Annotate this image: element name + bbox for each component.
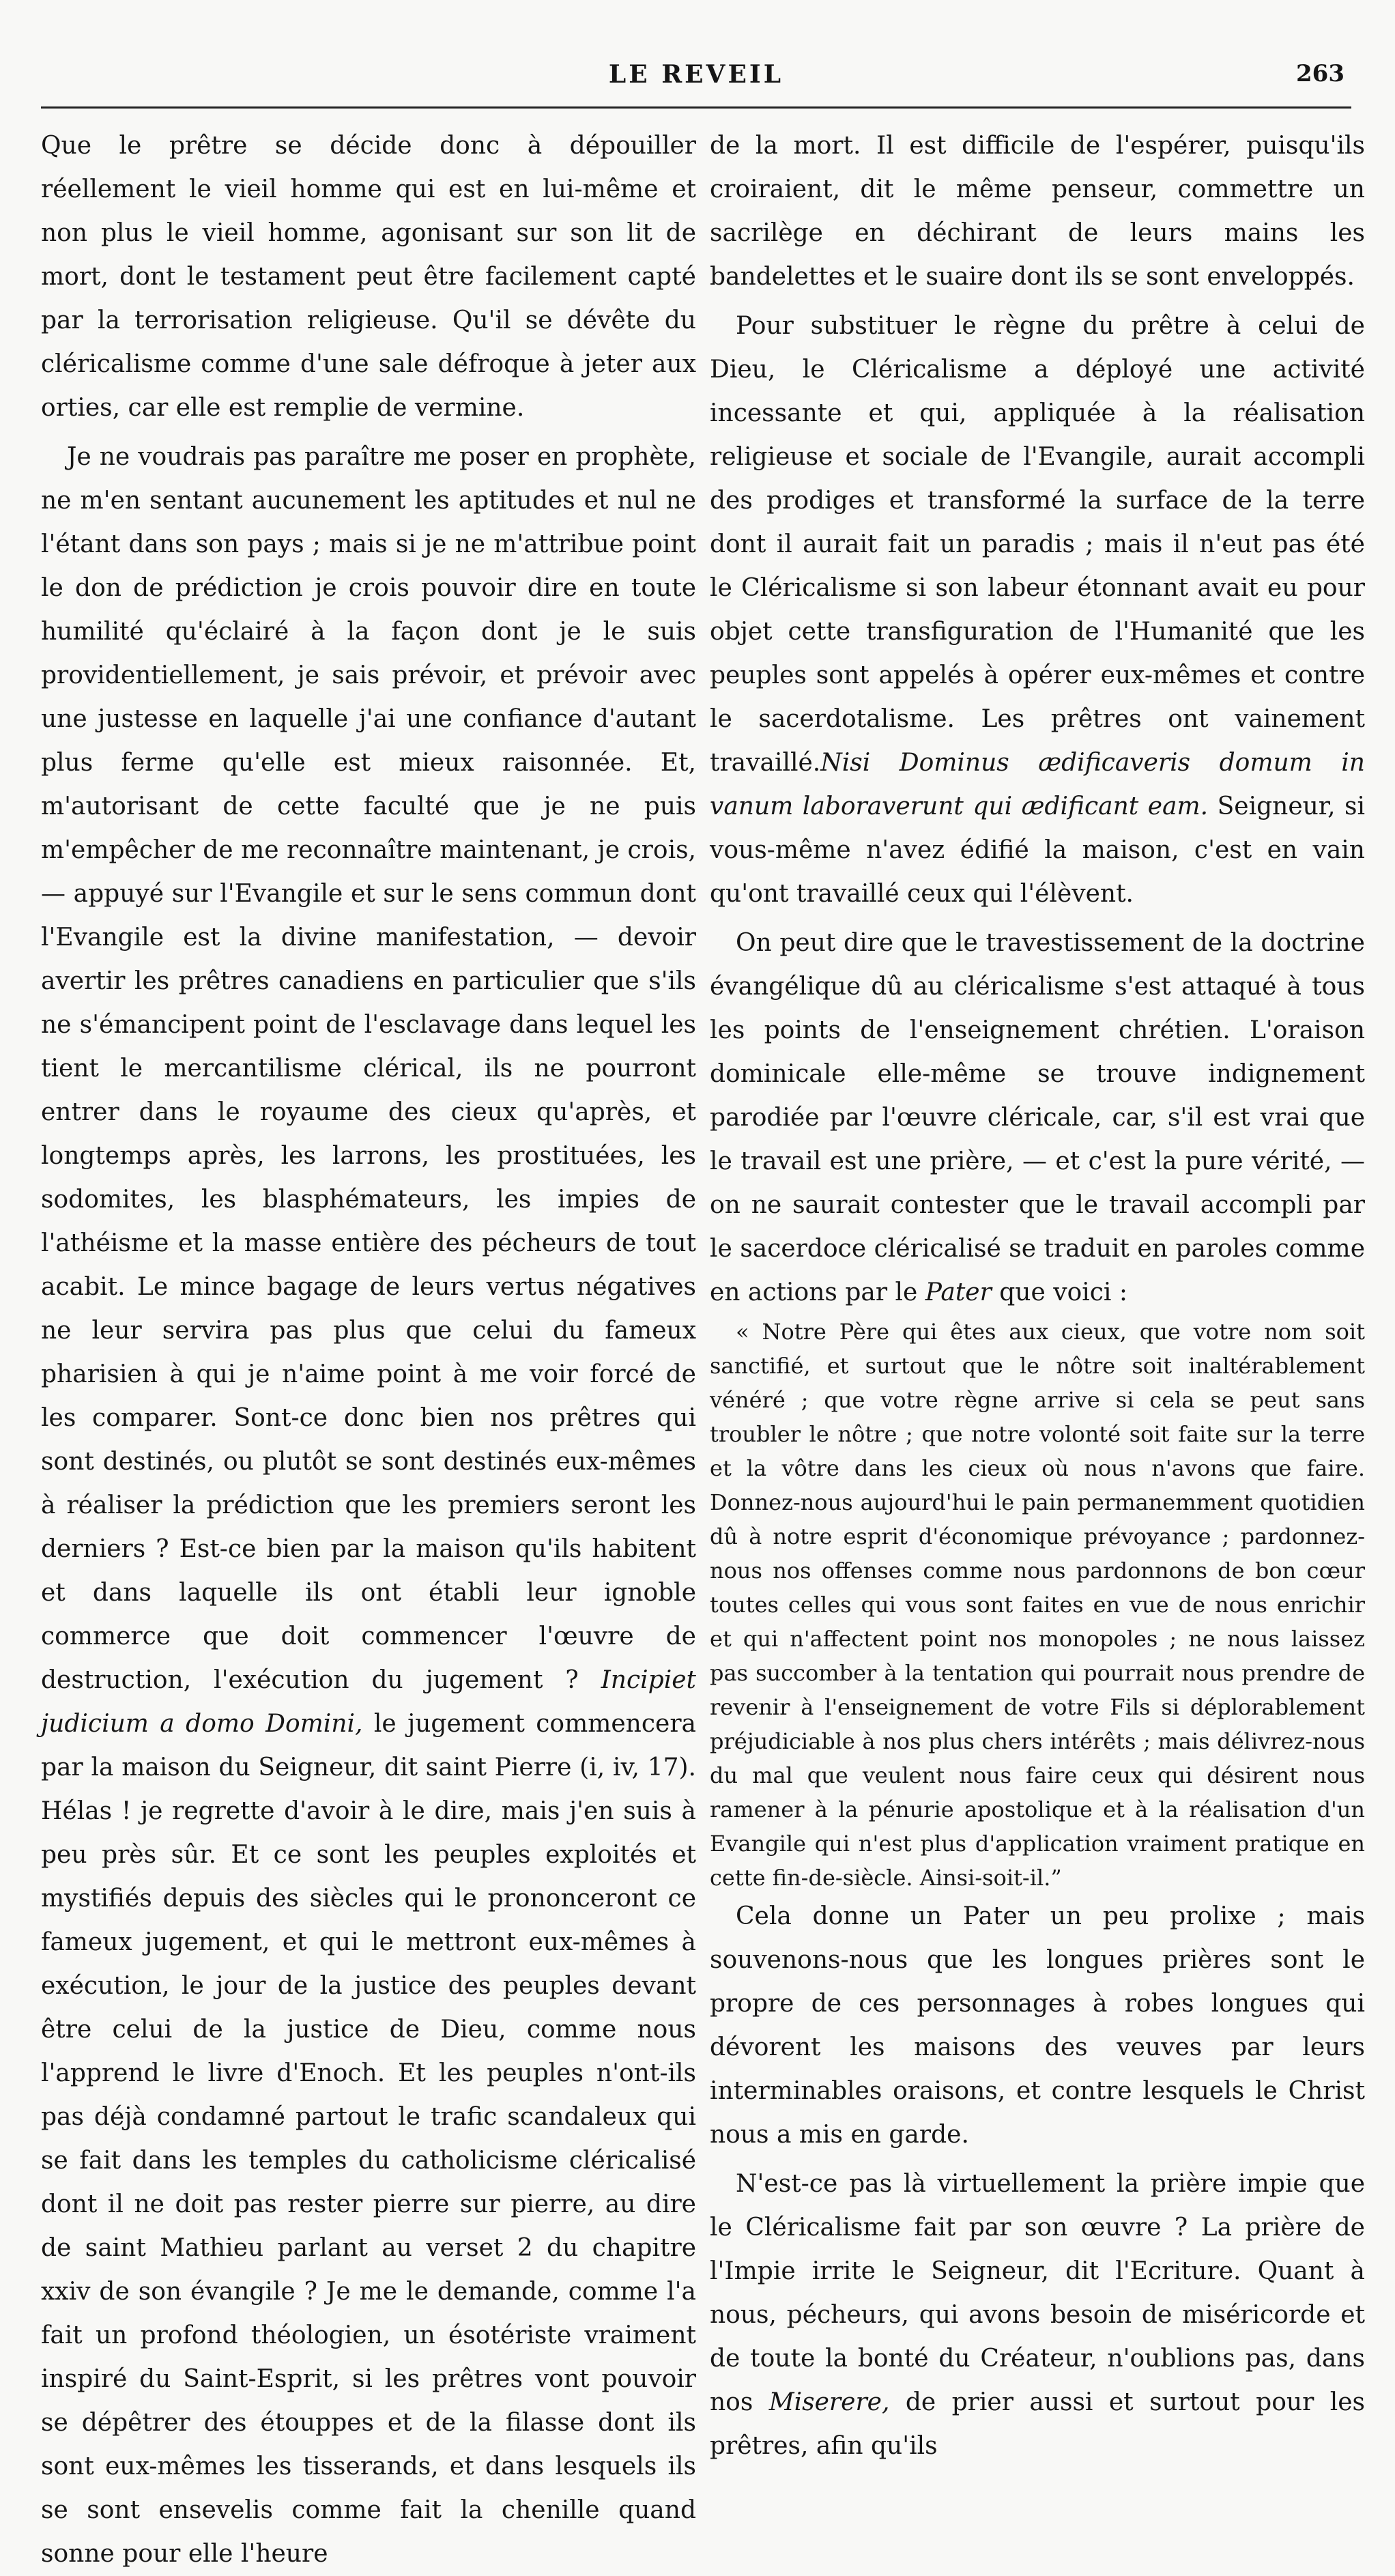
paragraph: [41, 435, 696, 2576]
paragraph: [710, 2162, 1365, 2468]
paragraph-text: que voici :: [999, 1278, 1128, 1306]
paragraph-text: le jugement commencera par la maison du Seigneur, dit saint Pierre (i, iv, 17). Hélas ! je regrette d'avoir à le dire, mais j'en suis à peu près sûr. Et ce sont les peuples exploités et mystifiés depuis des siècles qui le prononceront ce fameux jugement, et qui le mettront eux-mêmes à exécution, le jour de la justice des peuples devant être celui de la justice de Dieu, comme nous l'apprend le livre d'Enoch. Et les peuples n'ont-ils pas déjà condamné partout le trafic scandaleux qui se fait dans les temples du catholicisme cléricalisé dont il ne doit pas rester pierre sur pierre, au dire de saint Mathieu parlant au verset 2 du chapitre xxiv de son évangile ? Je me le demande, comme l'a fait un profond théologien, un ésotériste vraiment inspiré du Saint-Esprit, si les prêtres vont pouvoir se dépêtrer des étouppes et de la filasse dont ils sont eux-mêmes les tisserands, et dans lesquels ils se sont ensevelis comme fait la chenille quand sonne pour elle l'heure: [41, 1710, 696, 2568]
paragraph-text: de prier aussi et surtout pour les prêtres, afin qu'ils: [710, 2388, 1365, 2460]
paragraph: Que le prêtre se décide donc à dépouiller réellement le vieil homme qui est en lui-même et non plus le vieil homme, agonisant sur son lit de mort, dont le testament peut être facilement capté par la terrorisation religieuse. Qu'il se dévête du cléricalisme comme d'une sale défroque à jeter aux orties, car elle est remplie de vermine.: [41, 132, 696, 422]
pater-word: Pater: [925, 1278, 992, 1306]
latin-quote: Nisi Dominus ædificaveris domum in vanum laboraverunt qui ædificant eam.: [710, 749, 1365, 820]
latin-quote: Incipiet judicium a domo Domini,: [41, 1666, 696, 1738]
left-column: [41, 124, 696, 2576]
paragraph-text: Pour substituer le règne du prêtre à celui de Dieu, le Cléricalisme a déployé une activité incessante et qui, appliquée à la réalisation religieuse et sociale de l'Evangile, aurait accompli des prodiges et transformé la surface de la terre dont il aurait fait un paradis ; mais il n'eut pas été le Cléricalisme si son labeur étonnant avait eu pour objet cette transfiguration de l'Humanité que les peuples sont appelés à opérer eux-mêmes et contre le sacerdotalisme. Les prêtres ont vainement travaillé.: [710, 312, 1365, 777]
paragraph: de la mort. Il est difficile de l'espérer, puisqu'ils croiraient, dit le même penseur, commettre un sacrilège en déchirant de leurs mains les bandelettes et le suaire dont ils se sont enveloppés.: [710, 132, 1365, 291]
paragraph-text: On peut dire que le travestissement de la doctrine évangélique dû au cléricalisme s'est attaqué à tous les points de l'enseignement chrétien. L'oraison dominicale elle-même se trouve indignement parodiée par l'œuvre cléricale, car, s'il est vrai que le travail est une prière, — et c'est la pure vérité, — on ne saurait contester que le travail accompli par le sacerdoce cléricalisé se traduit en paroles comme en actions par le: [710, 929, 1365, 1306]
parodied-prayer: « Notre Père qui êtes aux cieux, que votre nom soit sanctifié, et surtout que le nôtre soit inaltérablement vénéré ; que votre règne arrive si cela se peut sans troubler le nôtre ; que notre volonté soit faite sur la terre et la vôtre dans les cieux où nous n'avons que faire. Donnez-nous aujourd'hui le pain permanemment quotidien dû à notre esprit d'économique prévoyance ; pardonnez-nous nos offenses comme nous pardonnons de bon cœur toutes celles qui vous sont faites en vue de nous enrichir et qui n'affectent point nos monopoles ; ne nous laissez pas succomber à la tentation qui pourrait nous prendre de revenir à l'enseignement de votre Fils si déplorablement préjudiciable à nos plus chers intérêts ; mais délivrez-nous du mal que veulent nous faire ceux qui désirent nous ramener à la pénurie apostolique et à la réalisation d'un Evangile qui n'est plus d'application vraiment pratique en cette fin-de-siècle. Ainsi-soit-il.”: [710, 1319, 1365, 1891]
paragraph-text: Je ne voudrais pas paraître me poser en prophète, ne m'en sentant aucunement les aptitudes et nul ne l'étant dans son pays ; mais si je ne m'attribue point le don de prédiction je crois pouvoir dire en toute humilité qu'éclairé à la façon dont je le suis providentiellement, je sais prévoir, et prévoir avec une justesse en laquelle j'ai une confiance d'autant plus ferme qu'elle est mieux raisonnée. Et, m'autorisant de cette faculté que je ne puis m'empêcher de me reconnaître maintenant, je crois, — appuyé sur l'Evangile et sur le sens commun dont l'Evangile est la divine manifestation, — devoir avertir les prêtres canadiens en particulier que s'ils ne s'émancipent point de l'esclavage dans lequel les tient le mercantilisme clérical, ils ne pourront entrer dans le royaume des cieux qu'après, et longtemps après, les larrons, les prostituées, les sodomites, les blasphémateurs, les impies de l'athéisme et la masse entière des pécheurs de tout acabit. Le mince bagage de leurs vertus négatives ne leur servira pas plus que celui du fameux pharisien à qui je n'aime point à me voir forcé de les comparer. Sont-ce donc bien nos prêtres qui sont destinés, ou plutôt se sont destinés eux-mêmes à réaliser la prédiction que les premiers seront les derniers ? Est-ce bien par la maison qu'ils habitent et dans laquelle ils ont établi leur ignoble commerce que doit commencer l'œuvre de destruction, l'exécution du jugement ?: [41, 443, 696, 1694]
right-column: [710, 124, 1365, 2468]
miserere-word: Miserere,: [768, 2388, 890, 2416]
page-header: [41, 40, 1351, 109]
paragraph: [710, 304, 1365, 916]
paragraph-text: Seigneur, si vous-même n'avez édifié la maison, c'est en vain qu'ont travaillé ceux qui l'élèvent.: [710, 792, 1365, 908]
paragraph: Cela donne un Pater un peu prolixe ; mais souvenons-nous que les longues prières sont le propre de ces personnages à robes longues qui dévorent les maisons des veuves par leurs interminables oraisons, et contre lesquels le Christ nous a mis en garde.: [710, 1902, 1365, 2149]
page-number: 263: [1296, 60, 1344, 87]
paragraph-text: N'est-ce pas là virtuellement la prière impie que le Cléricalisme fait par son œuvre ? La prière de l'Impie irrite le Seigneur, dit l'Ecriture. Quant à nous, pécheurs, qui avons besoin de miséricorde et de toute la bonté du Créateur, n'oublions pas, dans nos: [710, 2170, 1365, 2416]
paragraph: [710, 921, 1365, 1315]
running-title: LE REVEIL: [608, 60, 784, 89]
